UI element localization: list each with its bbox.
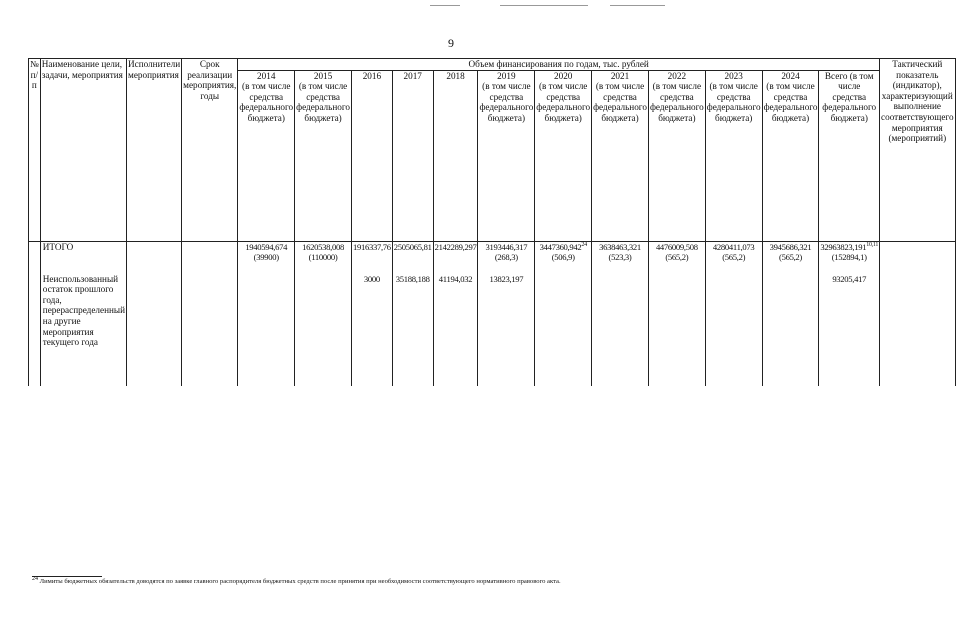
value-2022	[648, 274, 705, 386]
value-2015: 1620538,008 (110000)	[295, 241, 352, 274]
value-total: 93205,417	[819, 274, 880, 386]
value-2023: 4280411,073 (565,2)	[705, 241, 762, 274]
footnote-divider	[32, 576, 102, 577]
value-2018: 41194,032	[433, 274, 478, 386]
page-number: 9	[448, 36, 454, 50]
financing-table	[28, 58, 956, 386]
header-year-2017: 2017	[392, 70, 433, 241]
scan-mark	[430, 5, 460, 8]
header-number: № п/п	[29, 59, 41, 242]
value-2019: 3193446,317 (268,3)	[478, 241, 535, 274]
value-2017: 2505065,81	[392, 241, 433, 274]
scan-mark	[500, 5, 588, 8]
header-year-2014: 2014 (в том числе средства федерального бюджета)	[238, 70, 295, 241]
cell-indicator	[880, 241, 956, 274]
header-total: Всего (в том числе средства федерального бюджета)	[819, 70, 880, 241]
table-row-unused	[29, 274, 956, 386]
value-2021: 3638463,321 (523,3)	[592, 241, 649, 274]
cell-term	[182, 241, 238, 274]
header-year-2016: 2016	[351, 70, 392, 241]
footnote-ref: 10,11	[866, 241, 879, 248]
header-indicator: Тактический показатель (индикатор), характеризующий выполнение соответствующего мероприятия (мероприятий)	[880, 59, 956, 242]
header-year-2021: 2021 (в том числе средства федерального бюджета)	[592, 70, 649, 241]
table-row-total	[29, 241, 956, 274]
row-name-unused: Неиспользованный остаток прошлого года, перераспределенный на другие мероприятия текущего года	[40, 274, 126, 386]
footnote-mark: 24	[32, 575, 38, 582]
value-2016: 1916337,76	[351, 241, 392, 274]
header-financing: Объем финансирования по годам, тыс. рублей	[238, 59, 880, 71]
value-2014: 1940594,674 (39900)	[238, 241, 295, 274]
header-year-2024: 2024 (в том числе средства федерального бюджета)	[762, 70, 819, 241]
value-2024: 3945686,321 (565,2)	[762, 241, 819, 274]
header-year-2023: 2023 (в том числе средства федерального бюджета)	[705, 70, 762, 241]
value-2019: 13823,197	[478, 274, 535, 386]
value-2014	[238, 274, 295, 386]
header-year-2022: 2022 (в том числе средства федерального бюджета)	[648, 70, 705, 241]
cell-executors	[127, 274, 182, 386]
cell-term	[182, 274, 238, 386]
header-name: Наименование цели, задачи, мероприятия	[40, 59, 126, 242]
cell-number	[29, 241, 41, 274]
value-2020	[535, 274, 592, 386]
cell-number	[29, 274, 41, 386]
cell-indicator	[880, 274, 956, 386]
footnote-text: Лимиты бюджетных обязательств доводятся по заявке главного распорядителя бюджетных средств после принятия при необходимости соответствующего нормативного правового акта.	[39, 578, 561, 585]
value-2016: 3000	[351, 274, 392, 386]
value-2023	[705, 274, 762, 386]
value-2024	[762, 274, 819, 386]
header-year-2018: 2018	[433, 70, 478, 241]
value-2020: 3447360,942$^{24}$ (506,9)	[535, 241, 592, 274]
header-year-2015: 2015 (в том числе средства федерального бюджета)	[295, 70, 352, 241]
footnote	[32, 575, 561, 585]
scan-mark	[610, 5, 665, 8]
value-total: 32963823,191$^{10,11}$ (152894,1)	[819, 241, 880, 274]
value-2015	[295, 274, 352, 386]
row-name-total: ИТОГО	[40, 241, 126, 274]
value-2017: 35188,188	[392, 274, 433, 386]
footnote-ref: 24	[581, 241, 587, 248]
cell-executors	[127, 241, 182, 274]
header-year-2020: 2020 (в том числе средства федерального бюджета)	[535, 70, 592, 241]
value-2022: 4476009,508 (565,2)	[648, 241, 705, 274]
value-2021	[592, 274, 649, 386]
header-term: Срок реализации мероприятия, годы	[182, 59, 238, 242]
header-executors: Исполнители мероприятия	[127, 59, 182, 242]
header-year-2019: 2019 (в том числе средства федерального бюджета)	[478, 70, 535, 241]
value-2018: 2142289,297	[433, 241, 478, 274]
